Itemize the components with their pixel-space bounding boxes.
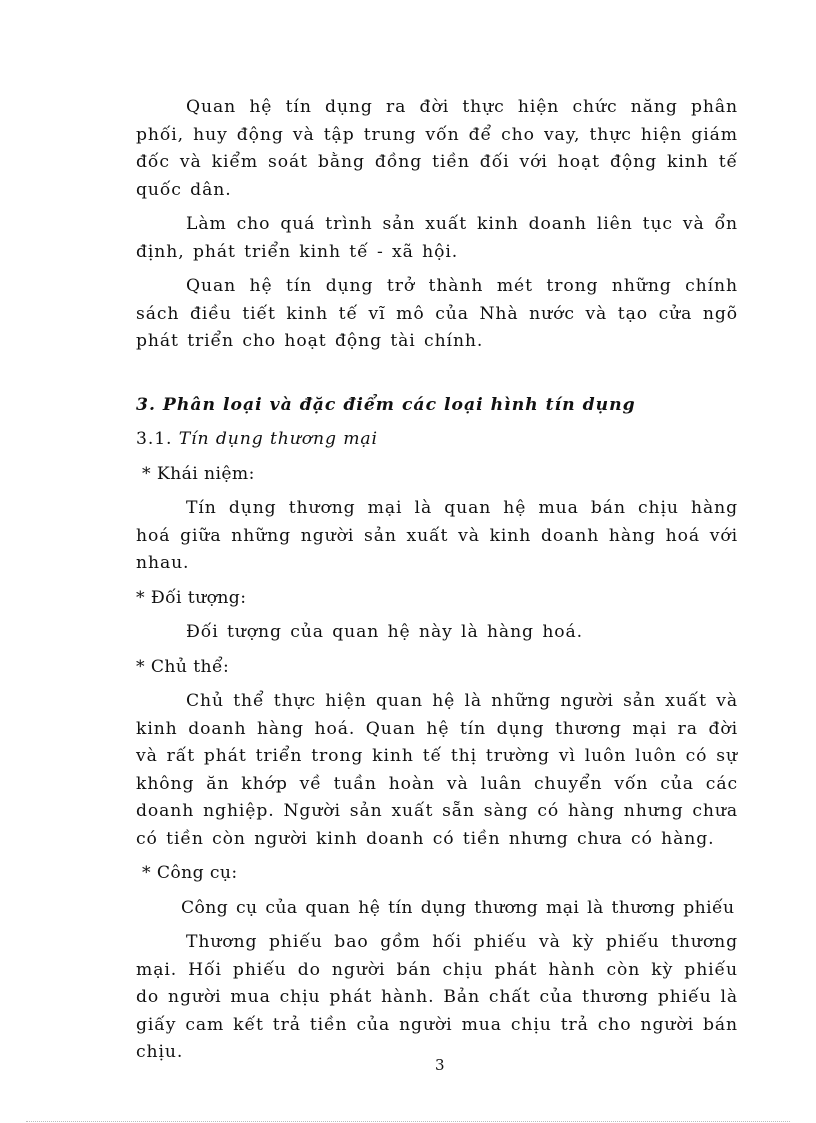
tool-label: * Công cụ: — [142, 863, 238, 883]
object-text: Đối tượng của quan hệ này là hàng hoá. — [186, 622, 584, 642]
document-body — [136, 94, 738, 1067]
subsection-heading — [136, 426, 738, 454]
concept-text: Tín dụng thương mại là quan hệ mua bán chịu hàng hoá giữa những người sản xuất và kinh doanh hàng hoá với nhau. — [136, 498, 738, 573]
subsection-number: 3.1. — [136, 429, 173, 449]
subsection-title: Tín dụng thương mại — [178, 429, 378, 449]
page-number: 3 — [434, 1056, 446, 1074]
concept-label: * Khái niệm: — [142, 463, 255, 484]
footer-divider — [26, 1121, 790, 1122]
subject-label: * Chủ thể: — [136, 656, 230, 677]
paragraph-credit-functions: Quan hệ tín dụng ra đời thực hiện chức năng phân phối, huy động và tập trung vốn để cho vay, thực hiện giám đốc và kiểm soát bằng đồng tiền đối với hoạt động kinh tế quốc dân. — [136, 97, 738, 200]
section-heading: 3. Phân loại và đặc điểm các loại hình tín dụng — [136, 394, 636, 415]
subject-text: Chủ thể thực hiện quan hệ là những người sản xuất và kinh doanh hàng hoá. Quan hệ tín dụng thương mại ra đời và rất phát triển trong kinh tế thị trường vì luôn luôn có sự không ăn khớp về tuần hoàn và luân chuyển vốn của các doanh nghiệp. Người sản xuất sẵn sàng có hàng nhưng chưa có tiền còn người kinh doanh có tiền nhưng chưa có hàng. — [136, 691, 738, 849]
paragraph-macro-policy: Quan hệ tín dụng trở thành mét trong những chính sách điều tiết kinh tế vĩ mô của Nhà nước và tạo cửa ngõ phát triển cho hoạt động tài chính. — [136, 276, 738, 351]
object-label: * Đối tượng: — [136, 587, 247, 608]
tool-line: Công cụ của quan hệ tín dụng thương mại là thương phiếu — [181, 897, 735, 918]
paragraph-continuous-production: Làm cho quá trình sản xuất kinh doanh liên tục và ổn định, phát triển kinh tế - xã hội. — [136, 214, 738, 262]
tool-text: Thương phiếu bao gồm hối phiếu và kỳ phiếu thương mại. Hối phiếu do người bán chịu phát hành còn kỳ phiếu do người mua chịu phát hành. Bản chất của thương phiếu là giấy cam kết trả tiền của người mua chịu trả cho người bán chịu. — [136, 932, 738, 1062]
